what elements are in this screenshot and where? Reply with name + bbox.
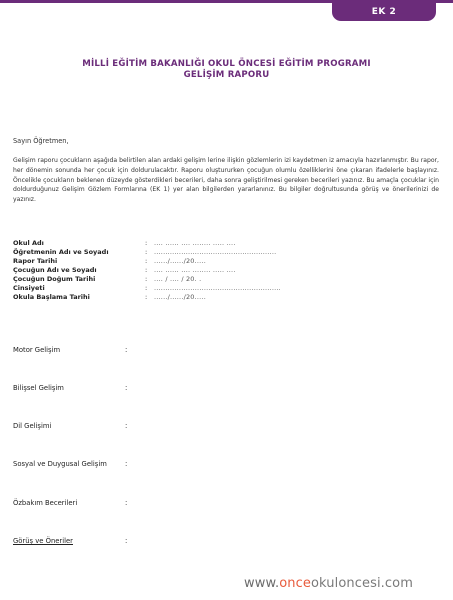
section-label: Bilişsel Gelişim (13, 384, 64, 392)
info-row-report-date (13, 257, 453, 266)
field-colon: : (145, 266, 148, 274)
field-colon: : (145, 239, 148, 247)
info-row-teacher-name (13, 248, 453, 257)
info-row-school-name (13, 239, 453, 248)
section-colon: : (125, 499, 128, 507)
section-cognitive-development (13, 384, 453, 394)
section-colon: : (125, 346, 128, 354)
watermark-highlight: once (279, 576, 311, 591)
intro-paragraph: Gelişim raporu çocukların aşağıda belirtilen alan ardaki gelişim lerine ilişkin gözlemlerin izi kaydetmen iz amacıyla hazırlanmıştır. Bu rapor, her dönemin sonunda her çocuk için doldurulacaktır. Raporu oluştururken çocuğun olumlu özelliklerini öne çıkaran ifadelerle başlayınız. Öncelikle çocukların beklenen düzeyde gösterdikleri becerileri, daha sonra geliştirilmesi gereken becerileri yazınız. Bu amaçla çocuklar için doldurduğunuz Gelişim Gözlem Formlarına (EK 1) yer alan bilgilerden yararlanınız. Bu bilgiler doğrultusunda görüş ve önerilerinizi de yazınız. (13, 157, 439, 204)
field-label: Rapor Tarihi (13, 257, 58, 265)
field-value: .... ...... .... ........ ..... .... (154, 239, 236, 247)
section-opinions-suggestions (13, 537, 453, 547)
field-label: Okul Adı (13, 239, 44, 247)
field-value: ........................................................ (154, 284, 281, 292)
section-language-development (13, 422, 453, 432)
field-label: Cinsiyeti (13, 284, 45, 292)
field-colon: : (145, 284, 148, 292)
section-motor-development (13, 346, 453, 356)
info-row-child-name (13, 266, 453, 275)
watermark-suffix: okuloncesi.com (311, 576, 413, 591)
info-row-gender (13, 284, 453, 293)
field-colon: : (145, 293, 148, 301)
info-row-school-start-date (13, 293, 453, 302)
field-colon: : (145, 275, 148, 283)
section-self-care-skills (13, 499, 453, 509)
field-colon: : (145, 248, 148, 256)
field-value: .... / .... / 20. . (154, 275, 202, 283)
section-social-emotional-development (13, 460, 453, 470)
field-label: Çocuğun Doğum Tarihi (13, 275, 96, 283)
section-colon: : (125, 537, 128, 545)
section-label: Dil Gelişimi (13, 422, 52, 430)
document-subtitle: GELİŞİM RAPORU (183, 70, 270, 80)
watermark-prefix: www. (244, 576, 280, 591)
field-value: ....../....../20..... (154, 257, 206, 265)
field-value: ...................................................... (154, 248, 277, 256)
field-colon: : (145, 257, 148, 265)
field-value: .... ...... .... ........ ..... .... (154, 266, 236, 274)
ek-badge: EK 2 (332, 2, 436, 21)
section-colon: : (125, 384, 128, 392)
section-label: Motor Gelişim (13, 346, 61, 354)
field-label: Çocuğun Adı ve Soyadı (13, 266, 97, 274)
section-label: Sosyal ve Duygusal Gelişim (13, 460, 107, 468)
section-colon: : (125, 460, 128, 468)
field-label: Okula Başlama Tarihi (13, 293, 90, 301)
field-label: Öğretmenin Adı ve Soyadı (13, 248, 109, 256)
site-watermark (244, 576, 413, 591)
section-colon: : (125, 422, 128, 430)
greeting: Sayın Öğretmen, (13, 137, 69, 145)
document-title: MİLLİ EĞİTİM BAKANLIĞI OKUL ÖNCESİ EĞİTİM PROGRAMI (82, 59, 371, 69)
section-label: Özbakım Becerileri (13, 499, 78, 507)
info-row-birth-date (13, 275, 453, 284)
section-label: Görüş ve Öneriler (13, 537, 73, 545)
field-value: ....../....../20..... (154, 293, 206, 301)
